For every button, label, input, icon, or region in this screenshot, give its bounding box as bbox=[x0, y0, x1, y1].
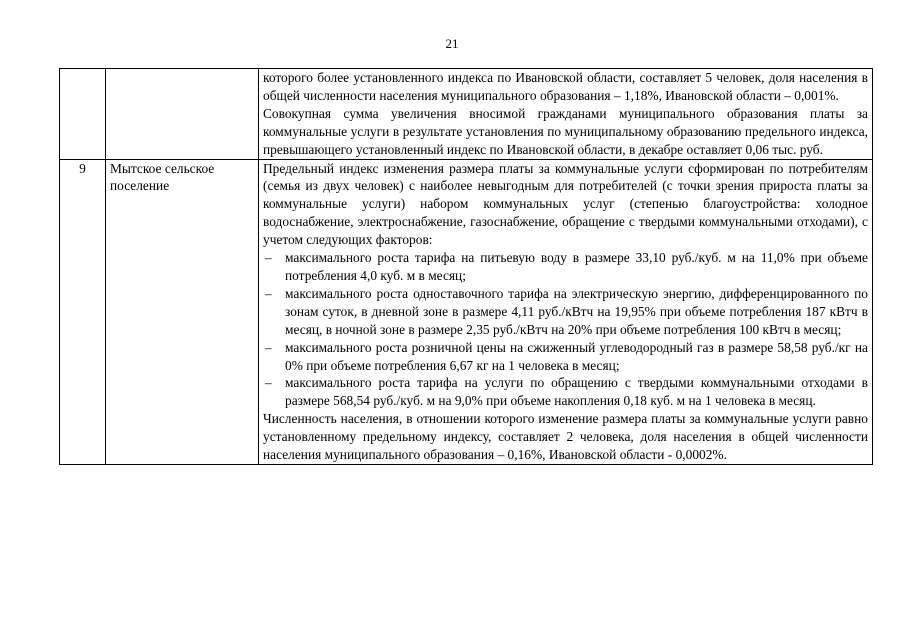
factor-text: максимального роста тарифа на питьевую воду в размере 33,10 руб./куб. м на 11,0% при объеме потребления 4,0 куб. м в месяц; bbox=[285, 250, 868, 283]
description-cell bbox=[259, 69, 873, 160]
municipality-name-cell bbox=[106, 69, 259, 160]
municipal-index-table bbox=[59, 68, 873, 465]
conclusion-paragraph: Численность населения, в отношении которого изменение размера платы за коммунальные услуги равно установленному предельному индексу, составляет 2 человека, доля населения в общей численности населения муниципального образования – 0,16%, Ивановской области - 0,0002%. bbox=[263, 411, 868, 463]
dash-marker: – bbox=[265, 250, 272, 266]
dash-marker: – bbox=[265, 285, 272, 301]
factor-text: максимального роста одноставочного тарифа на электрическую энергию, дифференцированного по зонам суток, в дневной зоне в размере 4,11 руб./кВтч на 19,95% при объеме потребления 187 кВтч в месяц, в ночной зоне в размере 2,35 руб./кВтч на 20% при объеме потребления 100 кВтч в месяц; bbox=[285, 285, 868, 337]
intro-paragraph: Предельный индекс изменения размера платы за коммунальные услуги сформирован по потребителям (семья из двух человек) с наиболее невыгодным для потребителей (с точки зрения прироста платы за коммунальные услуги) набором коммунальных услуг (степенью благоустройства: холодное водоснабжение, электроснабжение, газоснабжение, обращение с твердыми коммунальными отходами), с учетом следующих факторов: bbox=[263, 160, 868, 248]
description-cell bbox=[259, 159, 873, 464]
factor-text: максимального роста розничной цены на сжиженный углеводородный газ в размере 58,58 руб./кг на 0% при объеме потребления 6,67 кг на 1 человека в месяц; bbox=[285, 339, 868, 373]
dash-marker: – bbox=[265, 339, 272, 355]
municipality-name-cell: Мытское сельское поселение bbox=[106, 159, 259, 464]
total-sum-paragraph: Совокупная сумма увеличения вносимой гражданами муниципального образования платы за коммунальные услуги в результате установления по муниципальному образованию предельного индекса, превышающего установленный индекс по Ивановской области, в декабре оставляет 0,06 тыс. руб. bbox=[263, 105, 868, 157]
factor-item-water bbox=[263, 249, 868, 285]
factor-item-waste bbox=[263, 374, 868, 410]
table-row-continued bbox=[60, 69, 873, 160]
row-number-cell: 9 bbox=[60, 159, 106, 464]
dash-marker: – bbox=[265, 375, 272, 391]
factor-text: максимального роста тарифа на услуги по обращению с твердыми коммунальными отходами в размере 568,54 руб./куб. м на 9,0% при объеме накопления 0,18 куб. м на 1 человека в месяц. bbox=[285, 375, 868, 409]
table-row-mytskoe bbox=[60, 159, 873, 464]
row-number-cell bbox=[60, 69, 106, 160]
factor-item-electricity bbox=[263, 285, 868, 339]
page-number: 21 bbox=[445, 36, 459, 51]
factor-item-gas bbox=[263, 339, 868, 375]
continued-paragraph: которого более установленного индекса по Ивановской области, составляет 5 человек, доля населения в общей численности населения муниципального образования – 1,18%, Ивановской области – 0,001%. bbox=[263, 70, 868, 103]
factors-list bbox=[263, 249, 868, 410]
